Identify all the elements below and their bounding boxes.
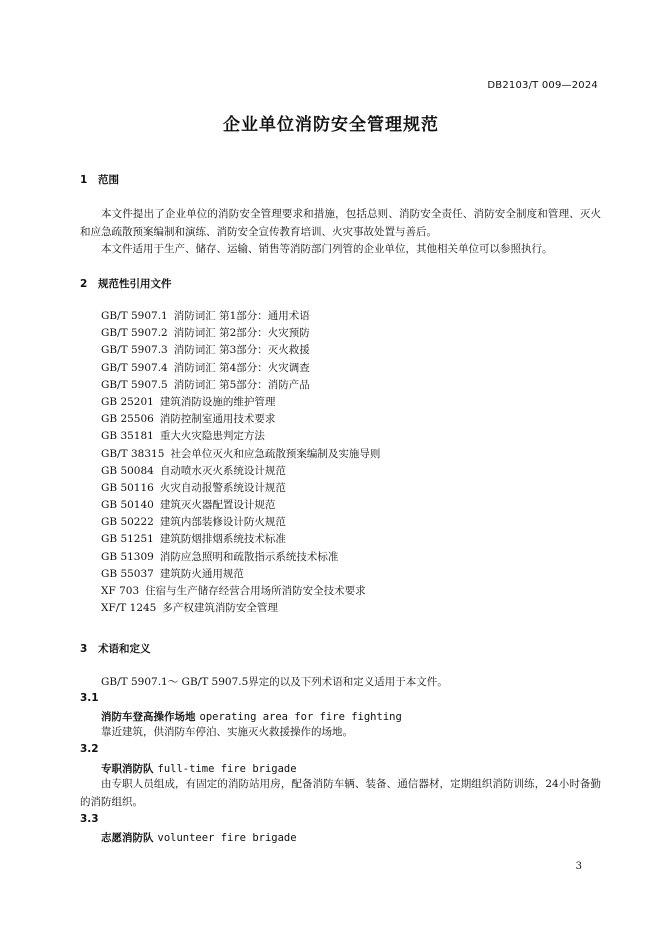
section-2-heading — [80, 276, 172, 291]
normative-references-list — [101, 308, 380, 617]
section-1-heading — [80, 172, 119, 187]
reference-title: 火灾自动报警系统设计规范 — [159, 481, 286, 494]
reference-item — [101, 360, 380, 377]
reference-title: 建筑内部装修设计防火规范 — [159, 516, 286, 529]
reference-item — [101, 394, 380, 411]
term-definition: 靠近建筑，供消防车停泊、实施灭火救援操作的场地。 — [101, 726, 353, 738]
section-3-heading — [80, 641, 151, 656]
reference-code: GB 50084 — [101, 464, 154, 477]
term-definition: 由专职人员组成，有固定的消防站用房，配备消防车辆、装备、通信器材，定期组织消防训练，24小时备勤的消防组织。 — [80, 778, 601, 808]
section-1-number: 1 — [80, 174, 88, 186]
reference-code: GB 55037 — [101, 567, 154, 580]
reference-title: 住宿与生产储存经营合用场所消防安全技术要求 — [145, 585, 366, 597]
reference-title: 建筑防火通用规范 — [159, 567, 244, 580]
reference-title: 社会单位灭火和应急疏散预案编制及实施导则 — [170, 447, 381, 460]
reference-title: 消防词汇 第1部分：通用术语 — [173, 310, 310, 322]
reference-code: GB 25201 — [101, 395, 154, 408]
reference-code: GB 50116 — [101, 481, 154, 494]
reference-title: 消防控制室通用技术要求 — [159, 413, 276, 426]
reference-code: GB/T 5907.2 — [101, 327, 168, 340]
reference-item — [101, 411, 380, 428]
term-name — [101, 709, 402, 724]
scope-paragraph-1: 本文件提出了企业单位的消防安全管理要求和措施，包括总则、消防安全责任、消防安全制度和管理、灭火和应急疏散预案编制和演练、消防安全宣传教育培训、火灾事故处置与善后。 — [80, 208, 601, 238]
reference-code: XF/T 1245 — [101, 602, 157, 615]
term-name-en: operating area for fire fighting — [199, 711, 402, 723]
reference-title: 消防词汇 第4部分：火灾调查 — [173, 361, 310, 374]
reference-code: GB 25506 — [101, 413, 154, 426]
reference-item — [101, 514, 380, 531]
term-name — [101, 830, 297, 845]
term-number: 3.2 — [80, 743, 99, 755]
reference-item — [101, 463, 380, 480]
reference-item — [101, 531, 380, 548]
term-number: 3.1 — [80, 692, 99, 704]
document-title: 企业单位消防安全管理规范 — [223, 115, 439, 135]
reference-title: 建筑消防设施的维护管理 — [159, 395, 276, 408]
reference-item — [101, 480, 380, 497]
reference-code: GB 50140 — [101, 499, 154, 512]
page-number: 3 — [575, 861, 582, 872]
reference-code: GB/T 38315 — [101, 447, 165, 460]
term-name-zh: 志愿消防队 — [101, 832, 154, 844]
reference-item — [101, 497, 380, 514]
section-1-title: 范围 — [98, 174, 119, 186]
reference-title: 自动喷水灭火系统设计规范 — [159, 464, 286, 477]
term-name-en: full-time fire brigade — [157, 763, 297, 775]
reference-code: GB 35181 — [101, 430, 154, 443]
document-code: DB2103/T 009—2024 — [487, 80, 598, 91]
section-2-number: 2 — [80, 278, 88, 290]
term-name-zh: 专职消防队 — [101, 763, 154, 775]
term-name-zh: 消防车登高操作场地 — [101, 711, 196, 723]
reference-code: GB 51251 — [101, 533, 154, 546]
reference-code: GB/T 5907.4 — [101, 361, 168, 374]
reference-code: GB 51309 — [101, 550, 154, 563]
reference-title: 消防词汇 第5部分：消防产品 — [173, 378, 310, 391]
reference-code: GB 50222 — [101, 516, 154, 529]
reference-item — [101, 428, 380, 445]
reference-title: 消防应急照明和疏散指示系统技术标准 — [159, 550, 339, 563]
reference-code: GB/T 5907.5 — [101, 378, 168, 391]
term-name-en: volunteer fire brigade — [157, 832, 297, 844]
reference-item — [101, 446, 380, 463]
reference-code: GB/T 5907.1 — [101, 310, 168, 322]
terms-intro: GB/T 5907.1～ GB/T 5907.5界定的以及下列术语和定义适用于本文件。 — [101, 676, 448, 688]
reference-title: 建筑防烟排烟系统技术标准 — [159, 533, 286, 546]
reference-code: GB/T 5907.3 — [101, 344, 168, 357]
reference-title: 重大火灾隐患判定方法 — [159, 430, 265, 443]
section-2-title: 规范性引用文件 — [98, 278, 172, 290]
reference-item — [101, 308, 380, 325]
section-3-title: 术语和定义 — [98, 643, 151, 655]
reference-item — [101, 342, 380, 359]
scope-paragraph-2: 本文件适用于生产、储存、运输、销售等消防部门列管的企业单位，其他相关单位可以参照执行。 — [101, 243, 553, 255]
reference-code: XF 703 — [101, 585, 140, 597]
reference-title: 多产权建筑消防安全管理 — [162, 602, 278, 615]
reference-title: 消防词汇 第2部分：火灾预防 — [173, 327, 310, 340]
reference-item — [101, 377, 380, 394]
reference-item — [101, 583, 380, 600]
reference-item — [101, 325, 380, 342]
reference-item — [101, 566, 380, 583]
reference-title: 消防词汇 第3部分：灭火救援 — [173, 344, 310, 357]
term-number: 3.3 — [80, 813, 99, 825]
section-3-number: 3 — [80, 643, 88, 655]
reference-item — [101, 549, 380, 566]
term-name — [101, 761, 297, 776]
reference-item — [101, 600, 380, 617]
reference-title: 建筑灭火器配置设计规范 — [159, 499, 276, 512]
